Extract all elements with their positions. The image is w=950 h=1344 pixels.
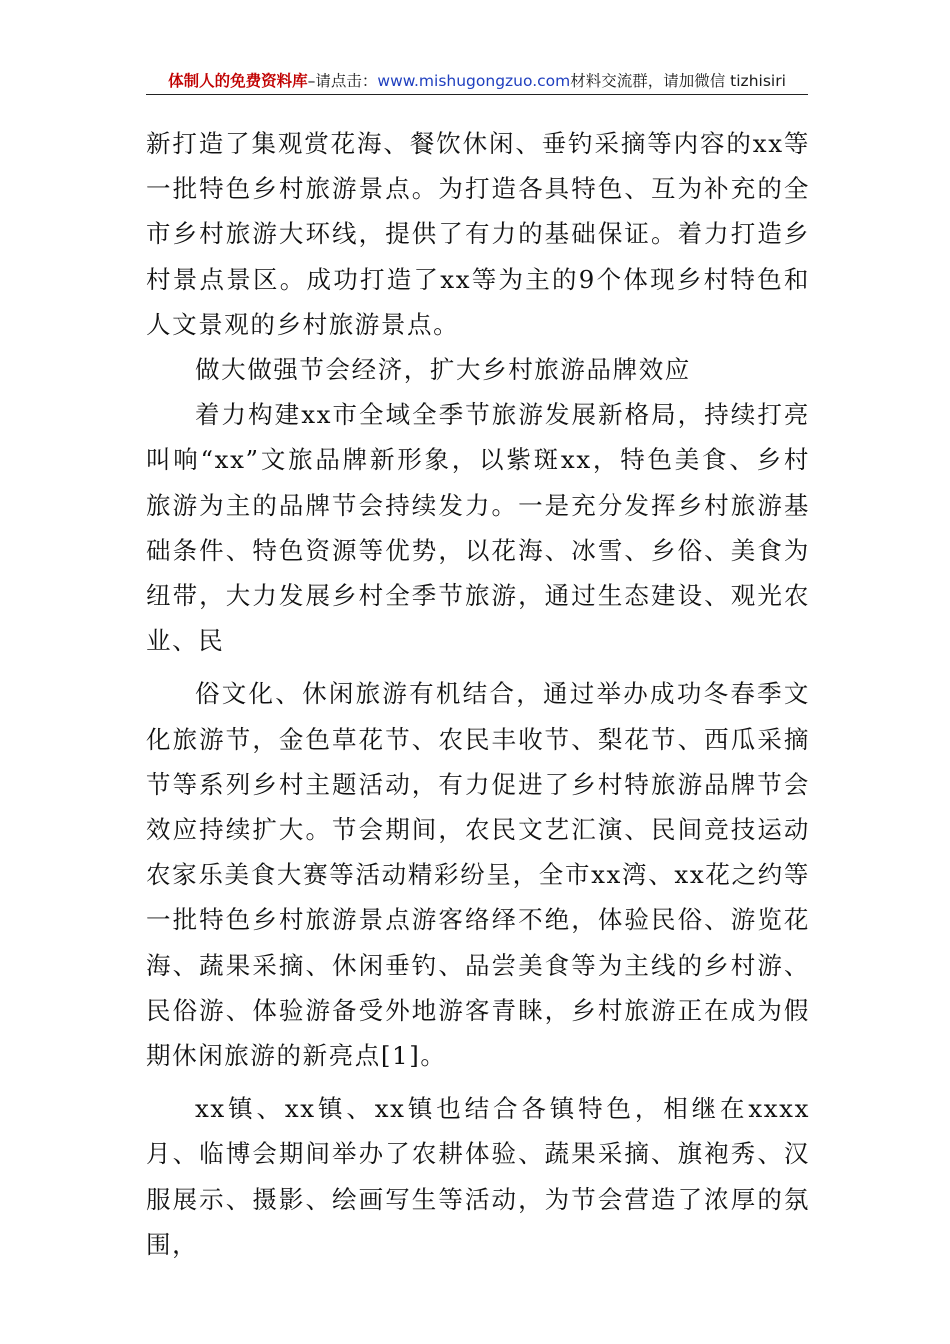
header-library-name: 体制人的免费资料库 — [168, 72, 308, 90]
header-click-prompt: –请点击： — [307, 72, 378, 90]
paragraph: xx镇、xx镇、xx镇也结合各镇特色，相继在xxxx月、临博会期间举办了农耕体验、蔬果采摘、旗袍秀、汉服展示、摄影、绘画写生等活动，为节会营造了浓厚的氛围， — [146, 1094, 810, 1259]
paragraph: 着力构建xx市全域全季节旅游发展新格局，持续打亮叫响“xx”文旅品牌新形象，以紫斑xx，特色美食、乡村旅游为主的品牌节会持续发力。一是充分发挥乡村旅游基础条件、特色资源等优势，以花海、冰雪、乡俗、美食为纽带，大力发展乡村全季节旅游，通过生态建设、观光农业、民 — [146, 400, 810, 656]
header-contact-text: 材料交流群，请加微信 tizhisiri — [570, 72, 786, 90]
page-header — [146, 68, 808, 95]
header-url-link[interactable]: www.mishugongzuo.com — [377, 72, 571, 90]
document-body — [146, 121, 810, 1267]
paragraph: 俗文化、休闲旅游有机结合，通过举办成功冬春季文化旅游节，金色草花节、农民丰收节、梨花节、西瓜采摘节等系列乡村主题活动，有力促进了乡村特旅游品牌节会效应持续扩大。节会期间，农民文艺汇演、民间竞技运动农家乐美食大赛等活动精彩纷呈，全市xx湾、xx花之约等一批特色乡村旅游景点游客络绎不绝，体验民俗、游览花海、蔬果采摘、休闲垂钓、品尝美食等为主线的乡村游、民俗游、体验游备受外地游客青睐，乡村旅游正在成为假期休闲旅游的新亮点[1]。 — [146, 679, 810, 1071]
paragraph-continuation: 新打造了集观赏花海、餐饮休闲、垂钓采摘等内容的xx等一批特色乡村旅游景点。为打造各具特色、互为补充的全市乡村旅游大环线，提供了有力的基础保证。着力打造乡村景点景区。成功打造了xx等为主的9个体现乡村特色和人文景观的乡村旅游景点。 — [146, 129, 810, 339]
section-heading: 做大做强节会经济，扩大乡村旅游品牌效应 — [195, 355, 691, 385]
